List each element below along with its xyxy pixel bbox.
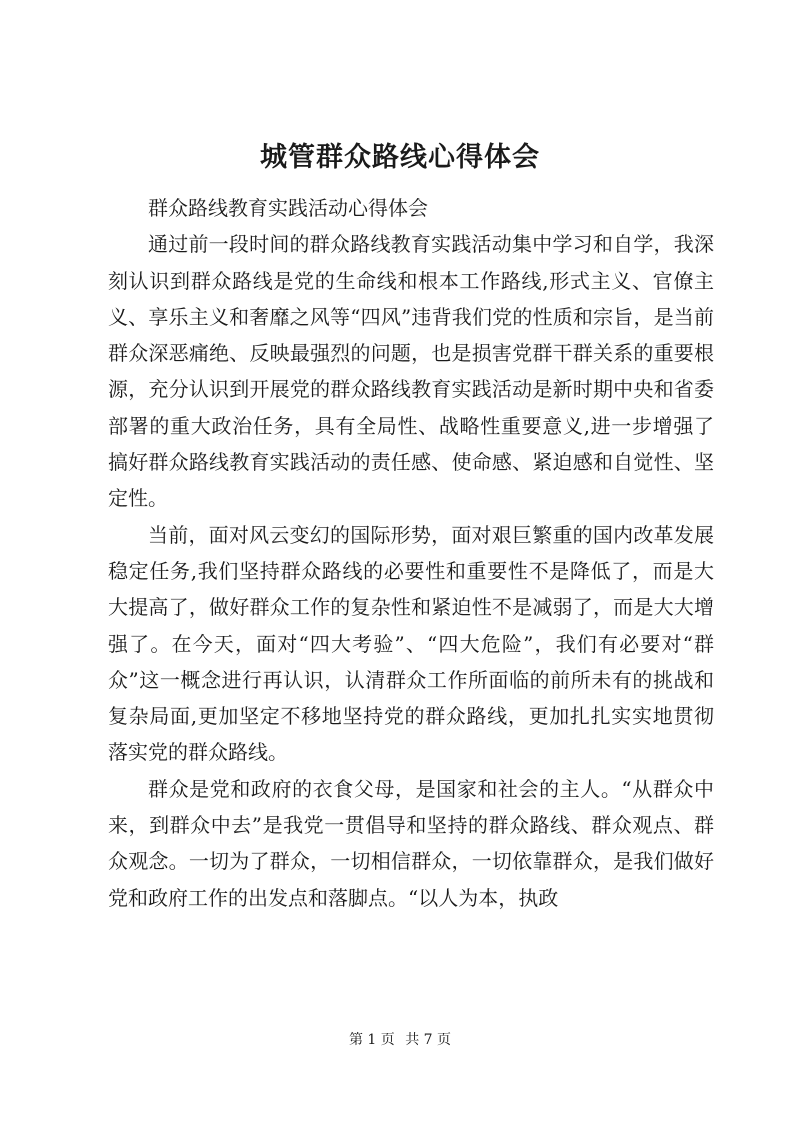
page-total: 共 7 页 <box>405 1032 452 1048</box>
page-footer <box>0 1030 800 1050</box>
body-paragraph: 通过前一段时间的群众路线教育实践活动集中学习和自学，我深刻认识到群众路线是党的生命线和根本工作路线,形式主义、官僚主义、享乐主义和奢靡之风等“四风”违背我们党的性质和宗旨，是当前群众深恶痛绝、反映最强烈的问题，也是损害党群干群关系的重要根源，充分认识到开展党的群众路线教育实践活动是新时期中央和省委部署的重大政治任务，具有全局性、战略性重要意义,进一步增强了搞好群众路线教育实践活动的责任感、使命感、紧迫感和自觉性、坚定性。 <box>108 232 714 511</box>
body-paragraph: 当前，面对风云变幻的国际形势，面对艰巨繁重的国内改革发展稳定任务,我们坚持群众路线的必要性和重要性不是降低了，而是大大提高了，做好群众工作的复杂性和紧迫性不是减弱了，而是大大增强了。在今天，面对“四大考验”、“四大危险”，我们有必要对“群众”这一概念进行再认识，认清群众工作所面临的前所未有的挑战和复杂局面,更加坚定不移地坚持党的群众路线，更加扎扎实实地贯彻落实党的群众路线。 <box>108 522 714 765</box>
page-number: 第 1 页 <box>348 1032 395 1048</box>
subtitle-paragraph: 群众路线教育实践活动心得体会 <box>148 196 428 220</box>
body-paragraph: 群众是党和政府的衣食父母，是国家和社会的主人。“从群众中来，到群众中去”是我党一贯倡导和坚持的群众路线、群众观点、群众观念。一切为了群众，一切相信群众，一切依靠群众，是我们做好党和政府工作的出发点和落脚点。“以人为本，执政 <box>108 776 714 910</box>
document-title: 城管群众路线心得体会 <box>260 142 540 173</box>
document-body <box>108 190 714 916</box>
